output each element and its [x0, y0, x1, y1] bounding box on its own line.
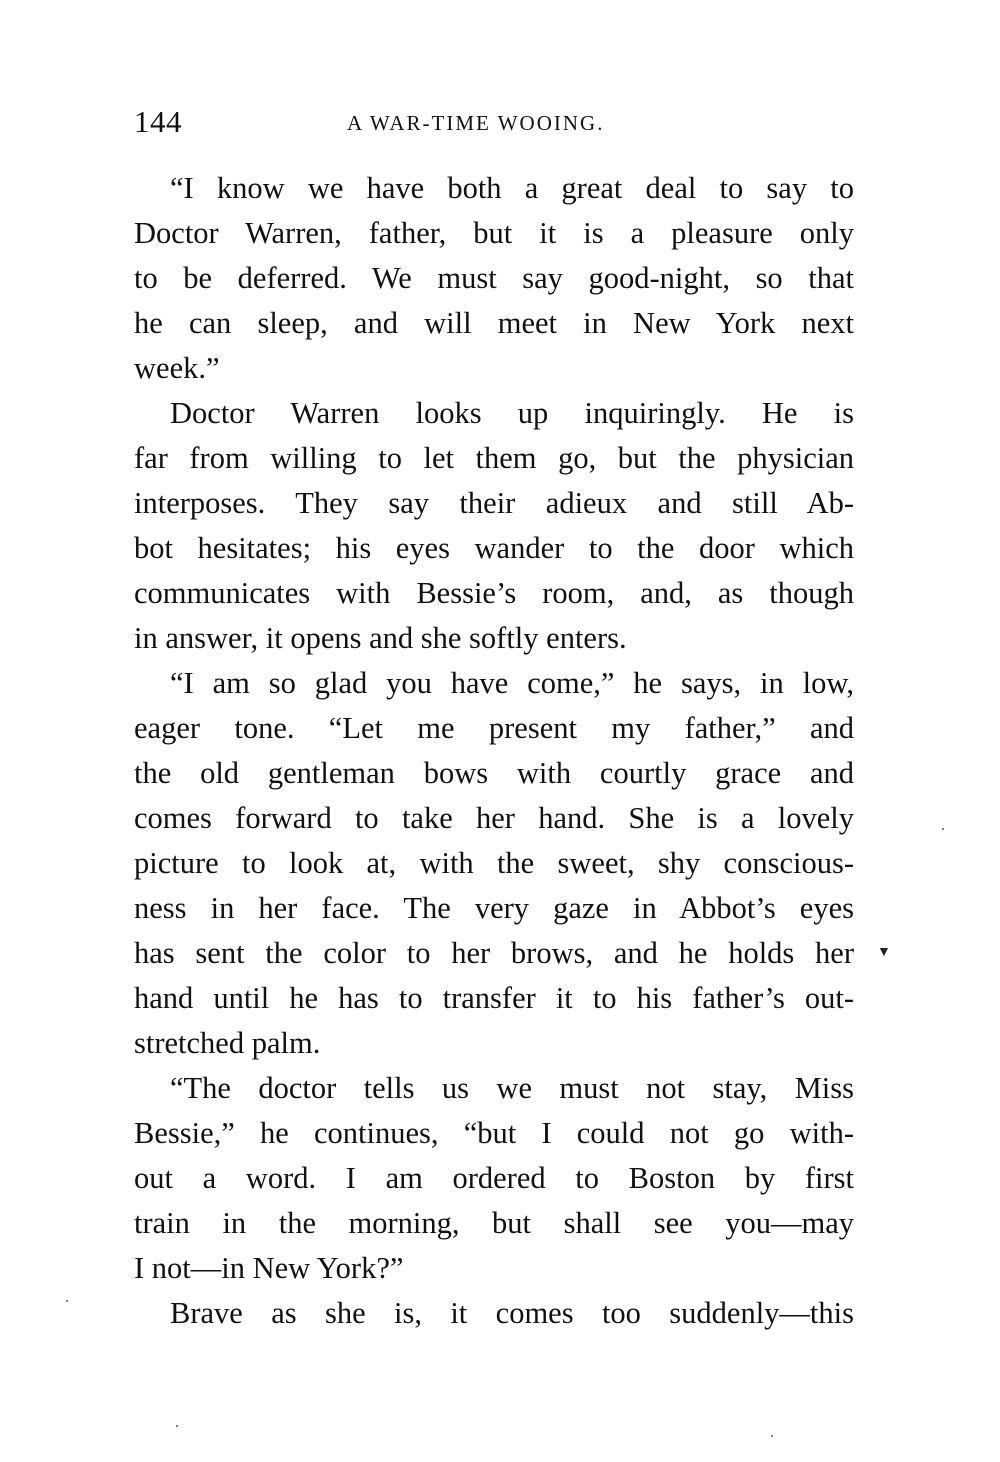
body-text: [134, 166, 854, 1336]
margin-mark-icon: ▼: [877, 945, 891, 960]
text-line: Brave as she is, it comes too suddenly—this: [170, 1296, 854, 1330]
text-line: hand until he has to transfer it to his father’s out-: [134, 981, 854, 1015]
page-number: 144: [134, 104, 182, 139]
text-line: communicates with Bessie’s room, and, as though: [134, 576, 854, 610]
text-line: I not—in New York?”: [134, 1251, 404, 1285]
text-line: comes forward to take her hand. She is a lovely: [134, 801, 854, 835]
text-line: out a word. I am ordered to Boston by first: [134, 1161, 854, 1195]
scan-speck-icon: [176, 1425, 178, 1427]
text-line: picture to look at, with the sweet, shy conscious-: [134, 846, 854, 880]
running-head: [134, 104, 854, 144]
text-line: bot hesitates; his eyes wander to the door which: [134, 531, 854, 565]
text-line: Doctor Warren, father, but it is a pleasure only: [134, 216, 854, 250]
text-line: ness in her face. The very gaze in Abbot’s eyes: [134, 891, 854, 925]
text-line: the old gentleman bows with courtly grace and: [134, 756, 854, 790]
text-line: eager tone. “Let me present my father,” and: [134, 711, 854, 745]
text-line: “The doctor tells us we must not stay, Miss: [170, 1071, 854, 1105]
text-line: Doctor Warren looks up inquiringly. He is: [170, 396, 854, 430]
scan-speck-icon: [771, 1435, 773, 1437]
text-line: has sent the color to her brows, and he holds her: [134, 936, 854, 970]
scan-speck-icon: [66, 1300, 68, 1302]
text-line: “I am so glad you have come,” he says, in low,: [170, 666, 854, 700]
text-line: Bessie,” he continues, “but I could not go with-: [134, 1116, 854, 1150]
text-line: to be deferred. We must say good-night, so that: [134, 261, 854, 295]
text-line: “I know we have both a great deal to say to: [170, 171, 854, 205]
running-title: A WAR-TIME WOOING.: [347, 111, 605, 135]
text-line: far from willing to let them go, but the physician: [134, 441, 854, 475]
text-line: in answer, it opens and she softly enters.: [134, 621, 627, 655]
text-line: week.”: [134, 351, 220, 385]
text-line: interposes. They say their adieux and still Ab-: [134, 486, 854, 520]
text-line: train in the morning, but shall see you—may: [134, 1206, 854, 1240]
scan-speck-icon: [942, 828, 944, 830]
text-line: stretched palm.: [134, 1026, 321, 1060]
text-line: he can sleep, and will meet in New York next: [134, 306, 854, 340]
